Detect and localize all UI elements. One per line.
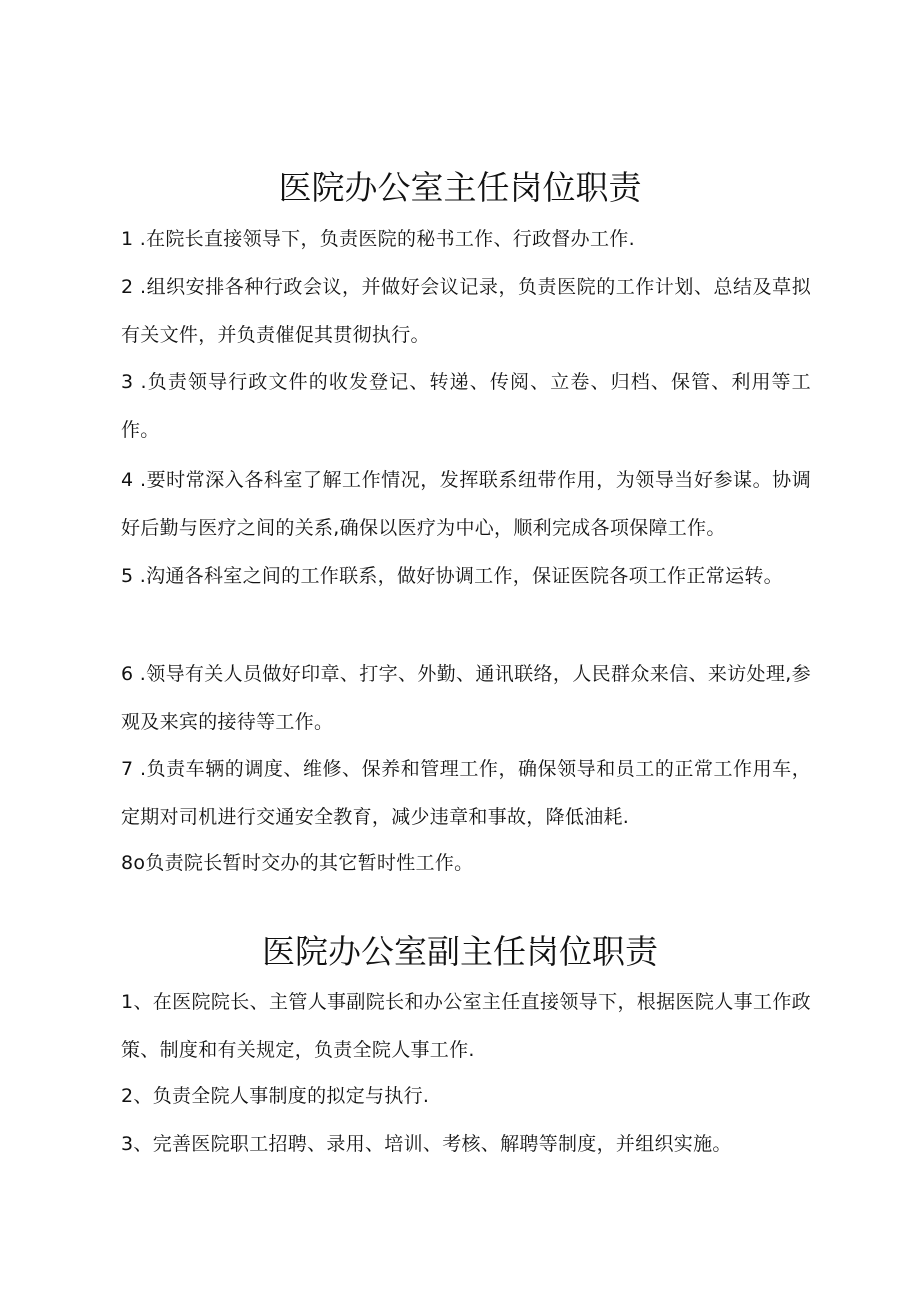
item-number: 1 xyxy=(121,991,134,1013)
item-number: 2 xyxy=(121,1085,134,1107)
item-text: .要时常深入各科室了解工作情况，发挥联系纽带作用，为领导当好参谋。协调好后勤与医疗之间的关系,确保以医疗为中心，顺利完成各项保障工作。 xyxy=(121,469,811,539)
item-number: 3 xyxy=(121,371,134,393)
item-number: 1 xyxy=(121,228,134,250)
item-text: .负责车辆的调度、维修、保养和管理工作，确保领导和员工的正常工作用车，定期对司机进行交通安全教育，减少违章和事故，降低油耗. xyxy=(121,758,811,828)
item-number: 8o xyxy=(121,852,146,874)
page-title: 医院办公室主任岗位职责 xyxy=(278,168,642,208)
list-item xyxy=(121,215,811,263)
item-text: 、在医院院长、主管人事副院长和办公室主任直接领导下，根据医院人事工作政策、制度和有关规定，负责全院人事工作. xyxy=(121,991,811,1061)
item-text: .负责领导行政文件的收发登记、转递、传阅、立卷、归档、保管、利用等工作。 xyxy=(121,371,811,441)
item-number: 6 xyxy=(121,663,134,685)
list-item xyxy=(121,358,811,454)
list-item xyxy=(121,456,811,552)
item-text: 、负责全院人事制度的拟定与执行. xyxy=(133,1085,430,1107)
list-item xyxy=(121,263,811,359)
item-text: .领导有关人员做好印章、打字、外勤、通讯联络，人民群众来信、来访处理,参观及来宾的接待等工作。 xyxy=(121,663,811,733)
list-item xyxy=(121,978,811,1074)
item-text: 负责院长暂时交办的其它暂时性工作。 xyxy=(145,852,474,874)
item-number: 4 xyxy=(121,469,134,491)
list-item xyxy=(121,552,811,600)
item-number: 7 xyxy=(121,758,134,780)
list-item xyxy=(121,1072,811,1120)
item-text: .在院长直接领导下，负责医院的秘书工作、行政督办工作. xyxy=(133,228,635,250)
list-item xyxy=(121,839,811,887)
section-title: 医院办公室副主任岗位职责 xyxy=(262,932,658,972)
item-text: .组织安排各种行政会议，并做好会议记录，负责医院的工作计划、总结及草拟有关文件，并负责催促其贯彻执行。 xyxy=(121,276,811,346)
list-item xyxy=(121,650,811,746)
item-text: .沟通各科室之间的工作联系，做好协调工作，保证医院各项工作正常运转。 xyxy=(133,565,783,587)
list-item xyxy=(121,745,811,841)
list-item xyxy=(121,1120,811,1168)
item-number: 5 xyxy=(121,565,134,587)
item-text: 、完善医院职工招聘、录用、培训、考核、解聘等制度，并组织实施。 xyxy=(133,1133,732,1155)
item-number: 3 xyxy=(121,1133,134,1155)
item-number: 2 xyxy=(121,276,134,298)
